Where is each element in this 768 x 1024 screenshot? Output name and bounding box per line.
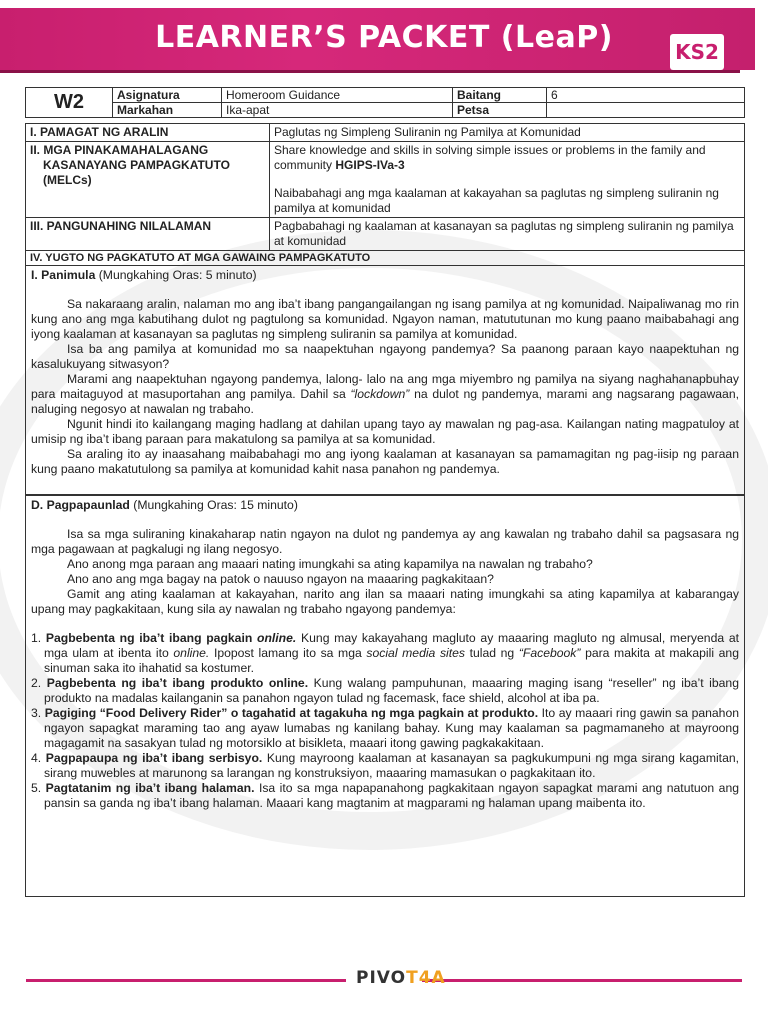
learner-packet-sheet xyxy=(25,87,745,897)
banner xyxy=(0,8,768,74)
panimula-p3-text-a: Marami ang naapektuhan ngayong pandemya, lalong- lalo na ang mga miyembro ng pamilya na siyang naghahanapbuhay para maitaguyod at masuportahan ang pamilya. Dahil sa xyxy=(31,372,739,401)
list-number: 1. xyxy=(31,631,42,645)
petsa-label: Petsa xyxy=(453,103,547,118)
list-item xyxy=(31,781,739,811)
panimula-paragraph-1: Sa nakaraang aralin, nalaman mo ang iba’t ibang pangangailangan ng isang pamilya at ng komunidad. Naipaliwanag mo rin kung ano ang mga kabutihang dulot ng pagtulong sa komunidad. Ngayon naman, matututunan mo kung paano maibabahagi ang iyong kaalaman at kasanayan sa paglutas ng simpleng suliranin sa pamilya at komunidad. xyxy=(31,297,739,341)
list-number: 2. xyxy=(31,676,42,690)
pagpapaunlad-section xyxy=(25,495,745,897)
list-item xyxy=(31,706,739,751)
list-number: 4. xyxy=(31,751,42,765)
petsa-value xyxy=(547,103,745,118)
banner-shadow xyxy=(0,70,740,73)
markahan-label: Markahan xyxy=(113,103,222,118)
section-iv-title: IV. YUGTO NG PAGKATUTO AT MGA GAWAING PAMPAGKATUTO xyxy=(25,251,745,266)
melcs-label-line1: II. MGA PINAKAMAHALAGANG xyxy=(30,143,209,157)
melcs-value xyxy=(270,142,745,218)
panimula-paragraph-3 xyxy=(31,372,739,417)
panimula-p3-text-b: na dulot ng pandemya, marami ang nagsarang pagawaan, naluging negosyo at nawalan ng trabaho. xyxy=(31,387,739,416)
week-label: W2 xyxy=(26,88,113,118)
melcs-label-line3: (MELCs) xyxy=(43,173,92,187)
list-item xyxy=(31,631,739,676)
panimula-p3-lockdown: “lockdown” xyxy=(350,387,410,401)
footer-line-left xyxy=(26,979,346,982)
footer-line-right xyxy=(422,979,742,982)
pivot-logo-text: PIVO xyxy=(356,968,407,988)
melcs-filipino: Naibabahagi ang mga kaalaman at kakayahan sa paglutas ng simpleng suliranin ng pamilya at komunidad xyxy=(274,186,719,215)
list-item-title: Pagtatanim ng iba’t ibang halaman. xyxy=(45,781,255,795)
list-item-title-italic: online. xyxy=(257,631,297,645)
panimula-paragraph-5: Sa araling ito ay inaasahang maibabahagi mo ang iyong kaalaman at kasanayan sa pamamagitan ng pag-iisip ng paraan kung paano makatutulong sa pamilya at komunidad kahit nasa panahon ng pandemya. xyxy=(31,447,739,476)
panimula-heading: I. Panimula xyxy=(31,268,96,282)
asignatura-label: Asignatura xyxy=(113,88,222,103)
nilalaman-value: Pagbabahagi ng kaalaman at kasanayan sa paglutas ng simpleng suliranin ng pamilya at komunidad xyxy=(270,218,745,251)
baitang-label: Baitang xyxy=(453,88,547,103)
list-item-text: Kung mayroong kaalaman at kasanayan sa pagkukumpuni ng mga sirang kagamitan, sirang muwebles at marunong sa larangan ng konstruksiyon, maaaring mamasukan o pagkakitaan ito. xyxy=(44,751,740,780)
panimula-time: (Mungkahing Oras: 5 minuto) xyxy=(98,268,257,282)
nilalaman-label: III. PANGUNAHING NILALAMAN xyxy=(26,218,270,251)
baitang-value: 6 xyxy=(547,88,745,103)
list-item-title: Pagbebenta ng iba’t ibang pagkain xyxy=(45,631,253,645)
list-item-title: Pagpapaupa ng iba’t ibang serbisyo. xyxy=(45,751,263,765)
panimula-paragraph-4: Ngunit hindi ito kailangang maging hadlang at dahilan upang tayo ay mawalan ng pag-asa. Kailangan nating magpatuloy at umisip ng iba’t ibang paraan para makatulong sa pamilya at sa komunidad. xyxy=(31,417,739,446)
melcs-code: HGIPS-IVa-3 xyxy=(335,158,405,172)
pagpapaunlad-time: (Mungkahing Oras: 15 minuto) xyxy=(133,498,298,512)
list-item-italic: “Facebook” xyxy=(518,646,581,660)
pamagat-value: Paglutas ng Simpleng Suliranin ng Pamilya at Komunidad xyxy=(270,124,745,142)
melcs-label-line2: KASANAYANG PAMPAGKATUTO xyxy=(43,158,230,172)
melcs-label xyxy=(26,142,270,218)
list-item xyxy=(31,676,739,706)
pagpapaunlad-paragraph-4: Gamit ang ating kaalaman at kakayahan, narito ang ilan sa maaari nating imungkahi sa ating kapamilya at kabarangay upang may pagkakitaan, kung sila ay nawalan ng trabaho ngayong pandemya: xyxy=(31,587,739,616)
melcs-english: Share knowledge and skills in solving simple issues or problems in the family and community xyxy=(274,143,706,172)
banner-title: LEARNER’S PACKET (LeaP) xyxy=(155,20,613,55)
panimula-section xyxy=(25,266,745,495)
pivot-logo xyxy=(356,968,446,988)
panimula-paragraph-2: Isa ba ang pamilya at komunidad mo sa naapektuhan ngayong pandemya? Sa paanong paraan kayo naapektuhan ng kasalukuyang sitwasyon? xyxy=(31,342,739,371)
pagpapaunlad-paragraph-3: Ano ano ang mga bagay na patok o nauuso ngayon na maaaring pagkakitaan? xyxy=(67,572,494,586)
list-item-text: Ipopost lamang ito sa mga xyxy=(213,646,362,660)
list-item-title: Pagbebenta ng iba’t ibang produkto online. xyxy=(46,676,309,690)
list-item xyxy=(31,751,739,781)
pivot-logo-accent: T4A xyxy=(406,968,446,988)
ks-badge: KS2 xyxy=(670,34,724,70)
list-number: 5. xyxy=(31,781,42,795)
lesson-meta-table xyxy=(25,123,745,251)
list-item-text: Isa ito sa mga napapanahong pagkakitaan ngayon sapagkat marami ang natutuon ang pansin sa ganda ng iba’t ibang halaman. Maaari kang magtanim at magparami ng halaman upang maibenta ito. xyxy=(44,781,739,810)
header-table xyxy=(25,87,745,118)
pagpapaunlad-paragraph-2: Ano anong mga paraan ang maaari nating imungkahi sa ating kapamilya na nawalan ng trabaho? xyxy=(67,557,593,571)
list-item-italic: online. xyxy=(173,646,210,660)
list-item-text: Kung may kakayahang magluto ay maaaring magluto ng almusal, meryenda at mga ulam at ibenta ito xyxy=(44,631,740,660)
markahan-value: Ika-apat xyxy=(222,103,453,118)
list-item-text: para makita at makapili ang sinuman saka ito ihahatid sa kostumer. xyxy=(44,646,739,675)
list-item-text: Kung walang pampuhunan, maaaring maging isang “reseller” ng iba’t ibang produkto na madalas kailanganin sa panahon ngayon tulad ng facemask, face shield, alcohol at iba pa. xyxy=(44,676,739,705)
pamagat-label: I. PAMAGAT NG ARALIN xyxy=(26,124,270,142)
pagpapaunlad-paragraph-1: Isa sa mga suliraning kinakaharap natin ngayon na dulot ng pandemya ay ang kawalan ng trabaho dahil sa pagsasara ng mga pagawaan at pagkalugi ng ilang negosyo. xyxy=(31,527,739,556)
list-item-italic: social media sites xyxy=(366,646,465,660)
pagpapaunlad-heading: D. Pagpapaunlad xyxy=(31,498,130,512)
asignatura-value: Homeroom Guidance xyxy=(222,88,453,103)
list-item-text: Ito ay maaari ring gawin sa panahon ngayon sapagkat maraming tao ang ayaw lumabas ng kanilang bahay. Kung may kaalaman sa pagmamaneho at mayroong magagamit na sasakyan tulad ng motorsiklo at bisikleta, maaari itong gawing pagkakakitaan. xyxy=(44,706,740,750)
list-number: 3. xyxy=(31,706,42,720)
list-item-text: tulad ng xyxy=(469,646,515,660)
list-item-title: Pagiging “Food Delivery Rider” o tagahatid at tagakuha ng mga pagkain at produkto. xyxy=(44,706,539,720)
